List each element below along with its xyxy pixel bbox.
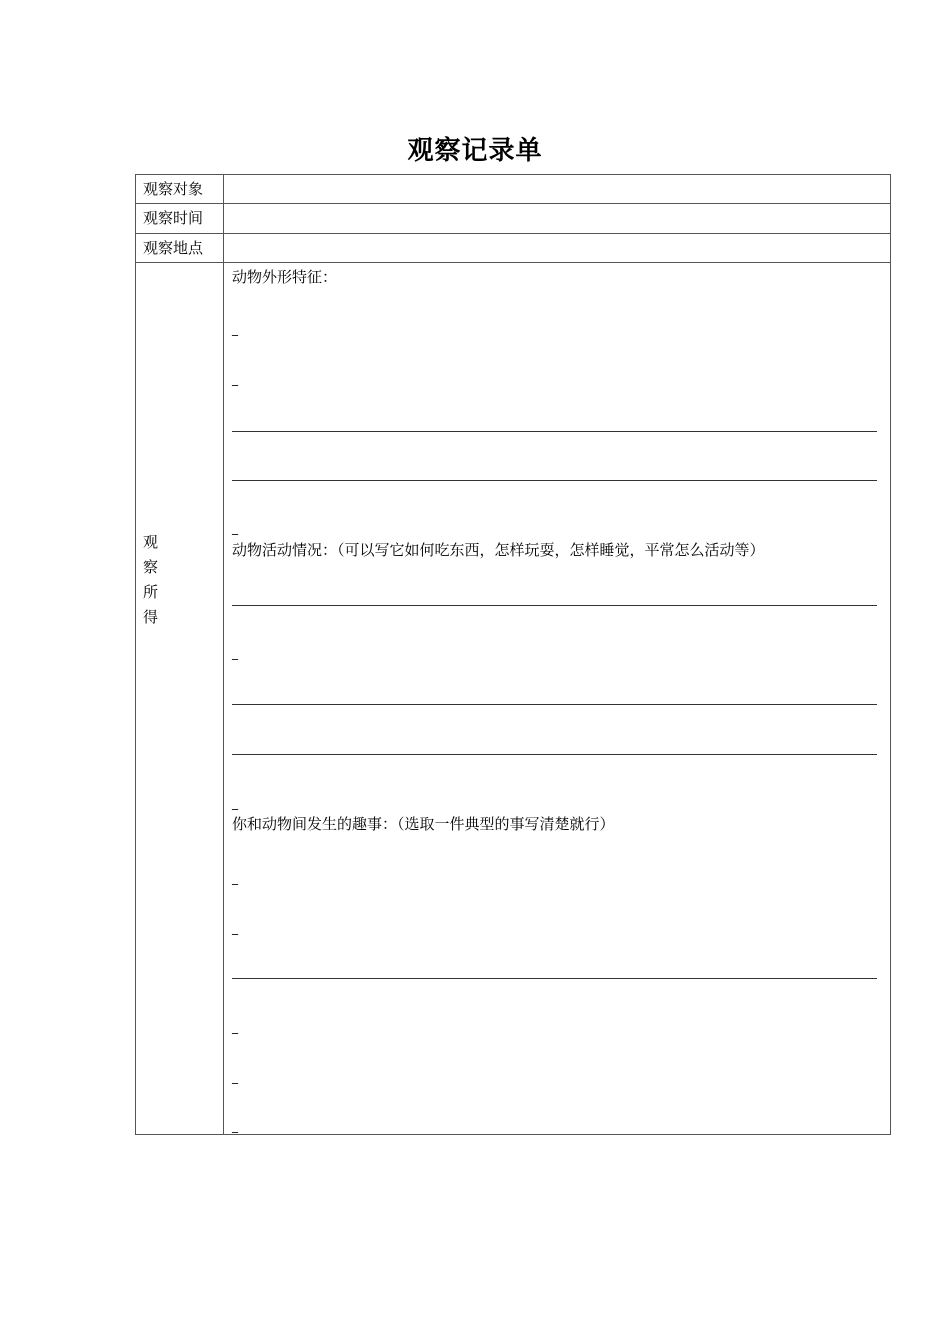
writing-line[interactable] [232,978,877,979]
table-border-left [135,174,136,1135]
blank-marker: _ [232,921,238,935]
section-label-char: 所 [143,583,159,601]
blank-marker: _ [232,1070,238,1084]
blank-marker: _ [232,646,238,660]
prompt-activity: 动物活动情况：（可以写它如何吃东西，怎样玩耍，怎样睡觉，平常怎么活动等） [232,541,765,559]
blank-marker: _ [232,372,238,386]
blank-marker: _ [232,322,238,336]
row-value-time[interactable] [232,209,882,227]
writing-line[interactable] [232,754,877,755]
blank-marker: _ [232,521,238,535]
row-value-location[interactable] [232,239,882,257]
blank-marker: _ [232,1119,238,1133]
row-label-subject: 观察对象 [143,180,204,198]
section-label-char: 观 [143,533,159,551]
table-row-divider [135,203,891,204]
table-border-top [135,174,891,175]
table-row-divider [135,262,891,263]
document-title: 观察记录单 [407,136,543,166]
row-label-location: 观察地点 [143,239,204,257]
prompt-story: 你和动物间发生的趣事：（选取一件典型的事写清楚就行） [232,815,615,833]
table-border-right [890,174,891,1135]
writing-line[interactable] [232,431,877,432]
table-border-bottom [135,1134,891,1135]
section-label-char: 察 [143,558,159,576]
section-label-findings [143,530,163,630]
writing-line[interactable] [232,704,877,705]
blank-marker: _ [232,871,238,885]
table-row-divider [135,233,891,234]
blank-marker: _ [232,796,238,810]
writing-line[interactable] [232,480,877,481]
prompt-appearance: 动物外形特征： [232,268,338,286]
row-label-time: 观察时间 [143,209,204,227]
writing-line[interactable] [232,605,877,606]
section-label-char: 得 [143,608,159,626]
table-column-divider [223,174,224,1135]
blank-marker: _ [232,1020,238,1034]
row-value-subject[interactable] [232,180,882,198]
